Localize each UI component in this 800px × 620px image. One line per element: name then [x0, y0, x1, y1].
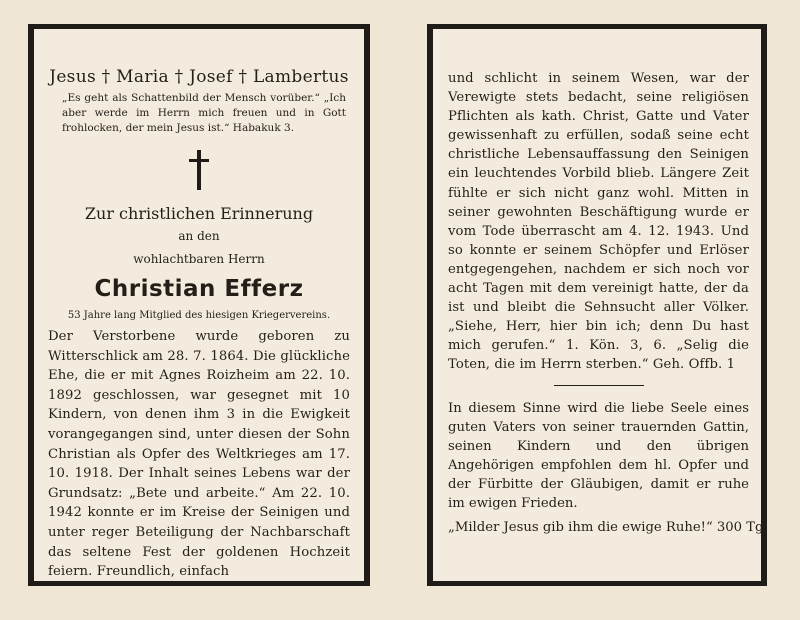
left-card-panel	[28, 24, 370, 586]
header-invocation: Jesus † Maria † Josef † Lambertus	[49, 67, 349, 87]
closing-prayer-text: In diesem Sinne wird die liebe Seele eines guten Vaters von seiner trauernden Gattin, seinen Kindern und den übrigen Angehörigen empfohlen dem hl. Opfer und der Fürbitte der Gläubigen, damit er ruhe im ewigen Frieden.	[448, 400, 749, 511]
section-divider	[554, 385, 644, 386]
an-den-text: an den	[178, 229, 220, 243]
remembrance-title: Zur christlichen Erinnerung	[84, 204, 314, 223]
biography-continued-text: und schlicht in seinem Wesen, war der Verewigte stets bedacht, seine religiösen Pflichten als kath. Christ, Gatte und Vater gewissenhaft zu erfüllen, sodaß seine echt christliche Lebensauffassung den Seinigen ein leuchtendes Vorbild blieb. Längere Zeit fühlte er sich nicht ganz wohl. Mitten in seiner gewohnten Beschäftigung wurde er vom Tode überrascht am 4. 12. 1943. Und so konnte er seinem Schöpfer und Erlöser entgegengehen, nachdem er sich noch vor acht Tagen mit dem vereinigt hatte, der da ist und bleibt die Sehnsucht aller Völker. „Siehe, Herr, hier bin ich; denn Du hast mich gerufen.“ 1. Kön. 3, 6. „Selig die Toten, die im Herrn sterben.“ Geh. Offb. 1	[448, 71, 749, 373]
herrn-text: wohlachtbaren Herrn	[133, 252, 265, 266]
cross-icon	[189, 150, 209, 190]
biography-text: Der Verstorbene wurde geboren zu Witterschlick am 28. 7. 1864. Die glückliche Ehe, die er mit Agnes Roizheim am 22. 10. 1892 geschlossen, war gesegnet mit 10 Kindern, von denen ihm 3 in die Ewigkeit vorangegangen sind, unter diesen der Sohn Christian als Opfer des Weltkrieges am 17. 10. 1918. Der Inhalt seines Lebens war der Grundsatz: „Bete und arbeite.“ Am 22. 10. 1942 konnte er im Kreise der Seinigen und unter reger Beteiligung der Nachbarschaft das seltene Fest der goldenen Hochzeit feiern. Freundlich, einfach	[48, 329, 350, 580]
right-card-panel	[427, 24, 767, 586]
deceased-name: Christian Efferz	[94, 276, 304, 302]
membership-note: 53 Jahre lang Mitglied des hiesigen Kriegervereins.	[67, 310, 331, 321]
motto-quote: „Es geht als Schattenbild der Mensch vorüber.“ „Ich aber werde im Herrn mich freuen und in Gott frohlocken, der mein Jesus ist.“ Habakuk 3.	[62, 92, 346, 134]
indulgence-prayer: „Milder Jesus gib ihm die ewige Ruhe!“ 300 Tg.	[448, 519, 768, 535]
